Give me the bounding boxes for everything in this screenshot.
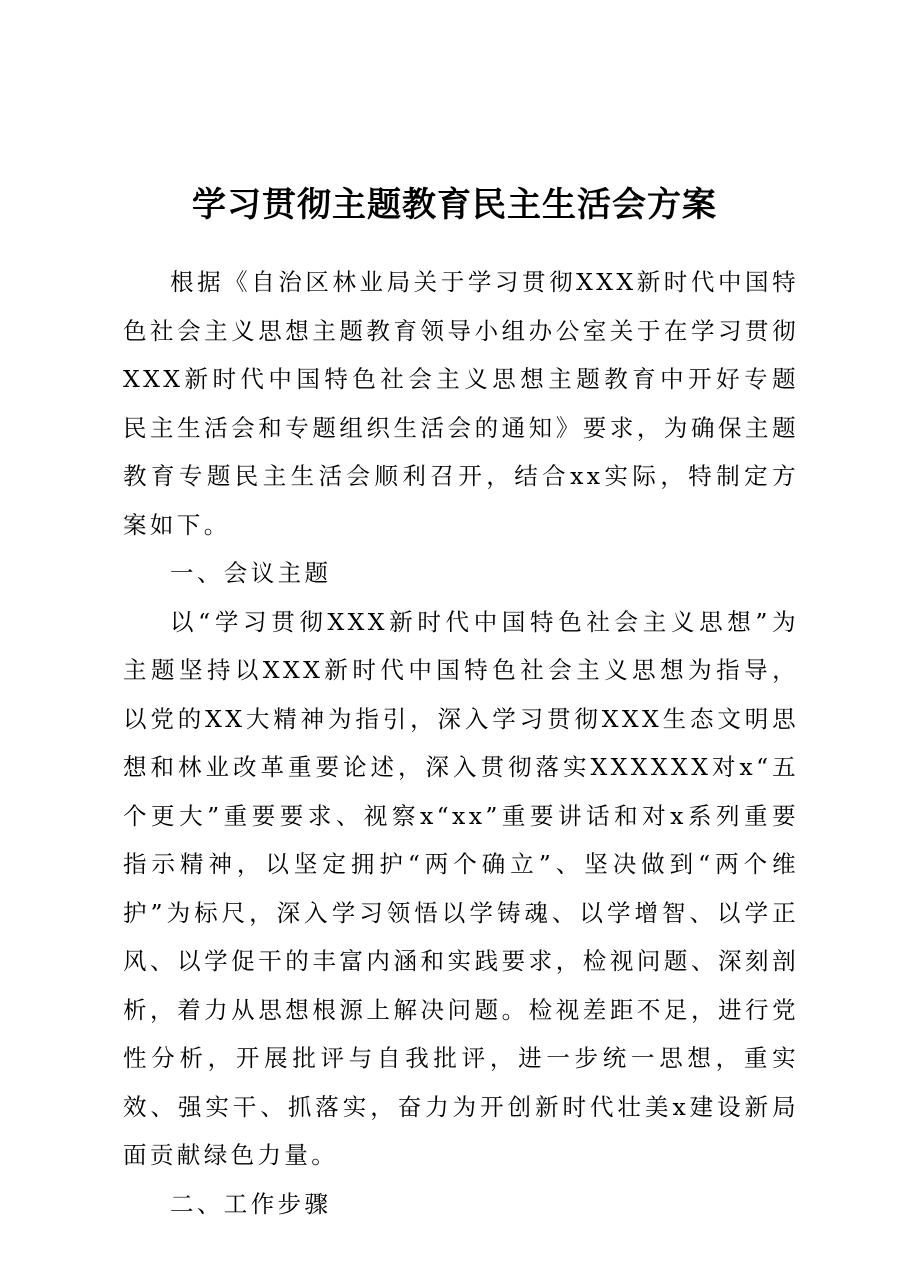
- section-heading-work-steps: 二、工作步骤: [170, 1189, 332, 1218]
- theme-paragraph: 以“学习贯彻XXX新时代中国特色社会主义思想”为主题坚持以XXX新时代中国特色社会主义思想为指导，以党的XX大精神为指引，深入学习贯彻XXX生态文明思想和林业改革重要论述，深入贯彻落实XXXXXX对x“五个更大”重要要求、视察x“xx”重要讲话和对x系列重要指示精神，以坚定拥护“两个确立”、坚决做到“两个维护”为标尺，深入学习领悟以学铸魂、以学增智、以学正风、以学促干的丰富内涵和实践要求，检视问题、深刻剖析，着力从思想根源上解决问题。检视差距不足，进行党性分析，开展批评与自我批评，进一步统一思想，重实效、强实干、抓落实，奋力为开创新时代壮美x建设新局面贡献绿色力量。: [123, 607, 799, 1169]
- intro-paragraph: 根据《自治区林业局关于学习贯彻XXX新时代中国特色社会主义思想主题教育领导小组办公室关于在学习贯彻XXX新时代中国特色社会主义思想主题教育中开好专题民主生活会和专题组织生活会的通知》要求，为确保主题教育专题民主生活会顺利召开，结合xx实际，特制定方案如下。: [123, 268, 799, 539]
- document-body: [123, 258, 799, 1228]
- document-title: 学习贯彻主题教育民主生活会方案: [192, 185, 717, 225]
- section-heading-meeting-theme: 一、会议主题: [170, 559, 332, 587]
